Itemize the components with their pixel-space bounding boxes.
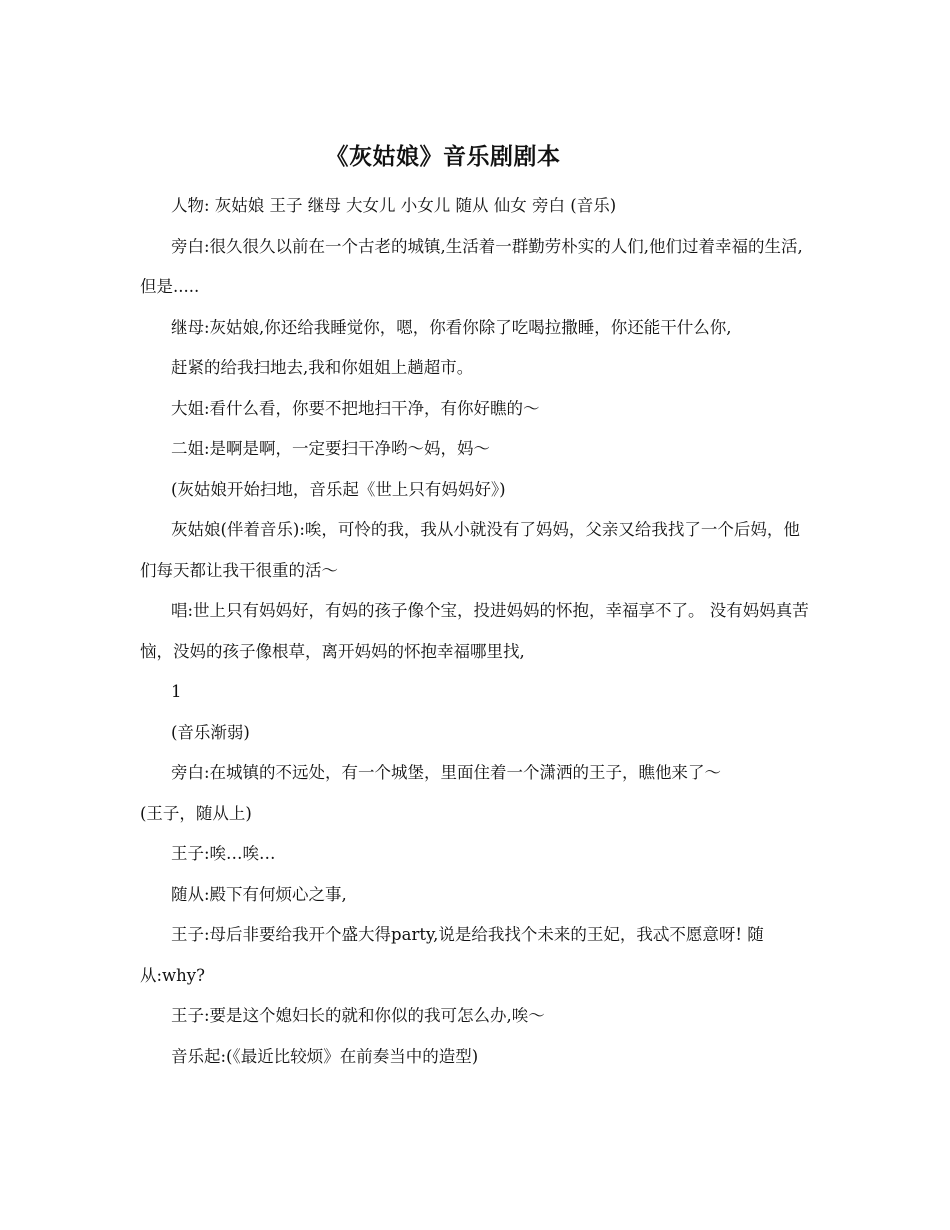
paragraph: 王子:要是这个媳妇长的就和你似的我可怎么办,唉～ [171, 1006, 545, 1025]
paragraph: 随从:殿下有何烦心之事, [171, 884, 347, 904]
paragraph: 王子:母后非要给我开个盛大得party,说是给我找个未来的王妃，我忒不愿意呀! 随从:why? [140, 925, 764, 985]
stage-direction: (音乐渐弱) [171, 722, 250, 742]
document-body [140, 186, 810, 1077]
paragraph: 旁白:很久很久以前在一个古老的城镇,生活着一群勤劳朴实的人们,他们过着幸福的生活,但是..... [140, 236, 803, 296]
song-lyrics: 唱:世上只有妈妈好，有妈的孩子像个宝，投进妈妈的怀抱，幸福享不了。 没有妈妈真苦恼，没妈的孩子像根草，离开妈妈的怀抱幸福哪里找, [140, 601, 809, 661]
paragraph: 赶紧的给我扫地去,我和你姐姐上趟超市。 [171, 358, 474, 377]
stage-direction: (王子，随从上) [140, 803, 252, 823]
document-title: 《灰姑娘》音乐剧剧本 [325, 144, 561, 170]
page-number: 1 [171, 682, 182, 701]
paragraph: 旁白:在城镇的不远处，有一个城堡，里面住着一个潇洒的王子，瞧他来了～ [171, 763, 722, 782]
stage-direction: (灰姑娘开始扫地，音乐起《世上只有妈妈好》) [171, 479, 506, 499]
paragraph: 继母:灰姑娘,你还给我睡觉你，嗯，你看你除了吃喝拉撒睡，你还能干什么你, [171, 317, 732, 337]
stage-direction: 音乐起:(《最近比较烦》在前奏当中的造型) [171, 1046, 479, 1066]
paragraph: 灰姑娘(伴着音乐):唉，可怜的我，我从小就没有了妈妈，父亲又给我找了一个后妈，他们每天都让我干很重的活～ [140, 520, 800, 580]
paragraph: 王子:唉…唉… [171, 844, 276, 863]
paragraph: 二姐:是啊是啊，一定要扫干净哟～妈，妈～ [171, 439, 491, 458]
paragraph: 大姐:看什么看，你要不把地扫干净，有你好瞧的～ [171, 398, 540, 418]
paragraph-cast-list: 人物: 灰姑娘 王子 继母 大女儿 小女儿 随从 仙女 旁白 (音乐) [171, 196, 617, 215]
